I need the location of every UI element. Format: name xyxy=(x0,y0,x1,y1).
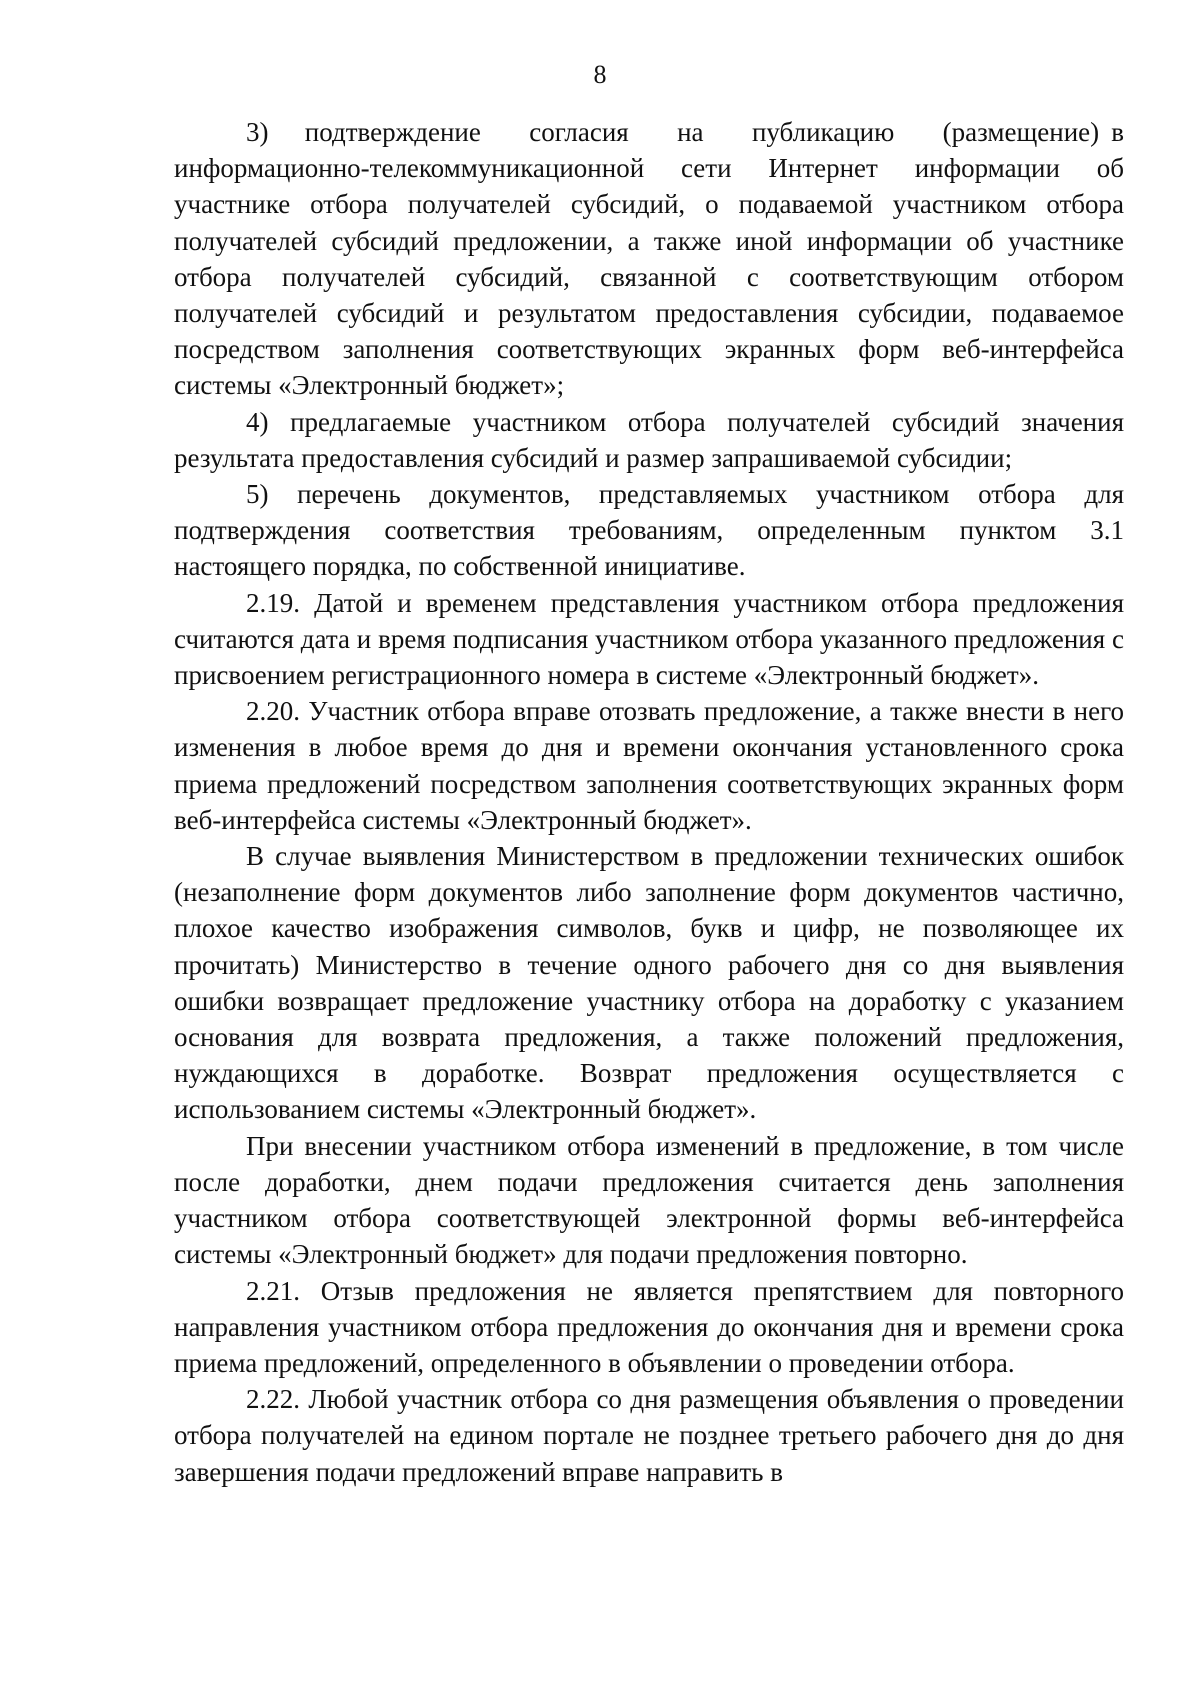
document-body xyxy=(174,114,1124,1490)
paragraph-2-20: 2.20. Участник отбора вправе отозвать предложение, а также внести в него изменения в любое время до дня и времени окончания установленного срока приема предложений посредством заполнения соответствующих экранных форм веб-интерфейса системы «Электронный бюджет». xyxy=(174,696,1124,835)
paragraph-2-21: 2.21. Отзыв предложения не является препятствием для повторного направления участником отбора предложения до окончания дня и времени срока приема предложений, определенного в объявлении о проведении отбора. xyxy=(174,1275,1124,1378)
paragraph-2-19: 2.19. Датой и временем представления участником отбора предложения считаются дата и время подписания участником отбора указанного предложения с присвоением регистрационного номера в системе «Электронный бюджет». xyxy=(174,587,1124,691)
paragraph-resubmission: При внесении участником отбора изменений в предложение, в том числе после доработки, днем подачи предложения считается день заполнения участником отбора соответствующей электронной формы веб-интерфейса системы «Электронный бюджет» для подачи предложения повторно. xyxy=(174,1130,1124,1270)
paragraph-2-22: 2.22. Любой участник отбора со дня размещения объявления о проведении отбора получателей на едином портале не позднее третьего рабочего дня до дня завершения подачи предложений вправе направить в xyxy=(174,1384,1124,1487)
paragraph-technical-errors: В случае выявления Министерством в предложении технических ошибок (незаполнение форм документов либо заполнение форм документов частично, плохое качество изображения символов, букв и цифр, не позволяющее их прочитать) Министерство в течение одного рабочего дня со дня выявления ошибки возвращает предложение участнику отбора на доработку с указанием основания для возврата предложения, а также положений предложения, нуждающихся в доработке. Возврат предложения осуществляется с использованием системы «Электронный бюджет». xyxy=(174,841,1124,1125)
paragraph-item-5: 5) перечень документов, представляемых участником отбора для подтверждения соответствия требованиям, определенным пунктом 3.1 настоящего порядка, по собственной инициативе. xyxy=(174,479,1124,582)
paragraph-item-4: 4) предлагаемые участником отбора получателей субсидий значения результата предоставления субсидий и размер запрашиваемой субсидии; xyxy=(174,406,1124,473)
paragraph-item-3: 3) подтверждение согласия на публикацию (размещение) в информационно-телекоммуникационной сети Интернет информации об участнике отбора получателей субсидий, о подаваемой участником отбора получателей субсидий предложении, а также иной информации об участнике отбора получателей субсидий, связанной с соответствующим отбором получателей субсидий и результатом предоставления субсидии, подаваемое посредством заполнения соответствующих экранных форм веб-интерфейса системы «Электронный бюджет»; xyxy=(174,117,1124,401)
page-number: 8 xyxy=(593,60,607,89)
